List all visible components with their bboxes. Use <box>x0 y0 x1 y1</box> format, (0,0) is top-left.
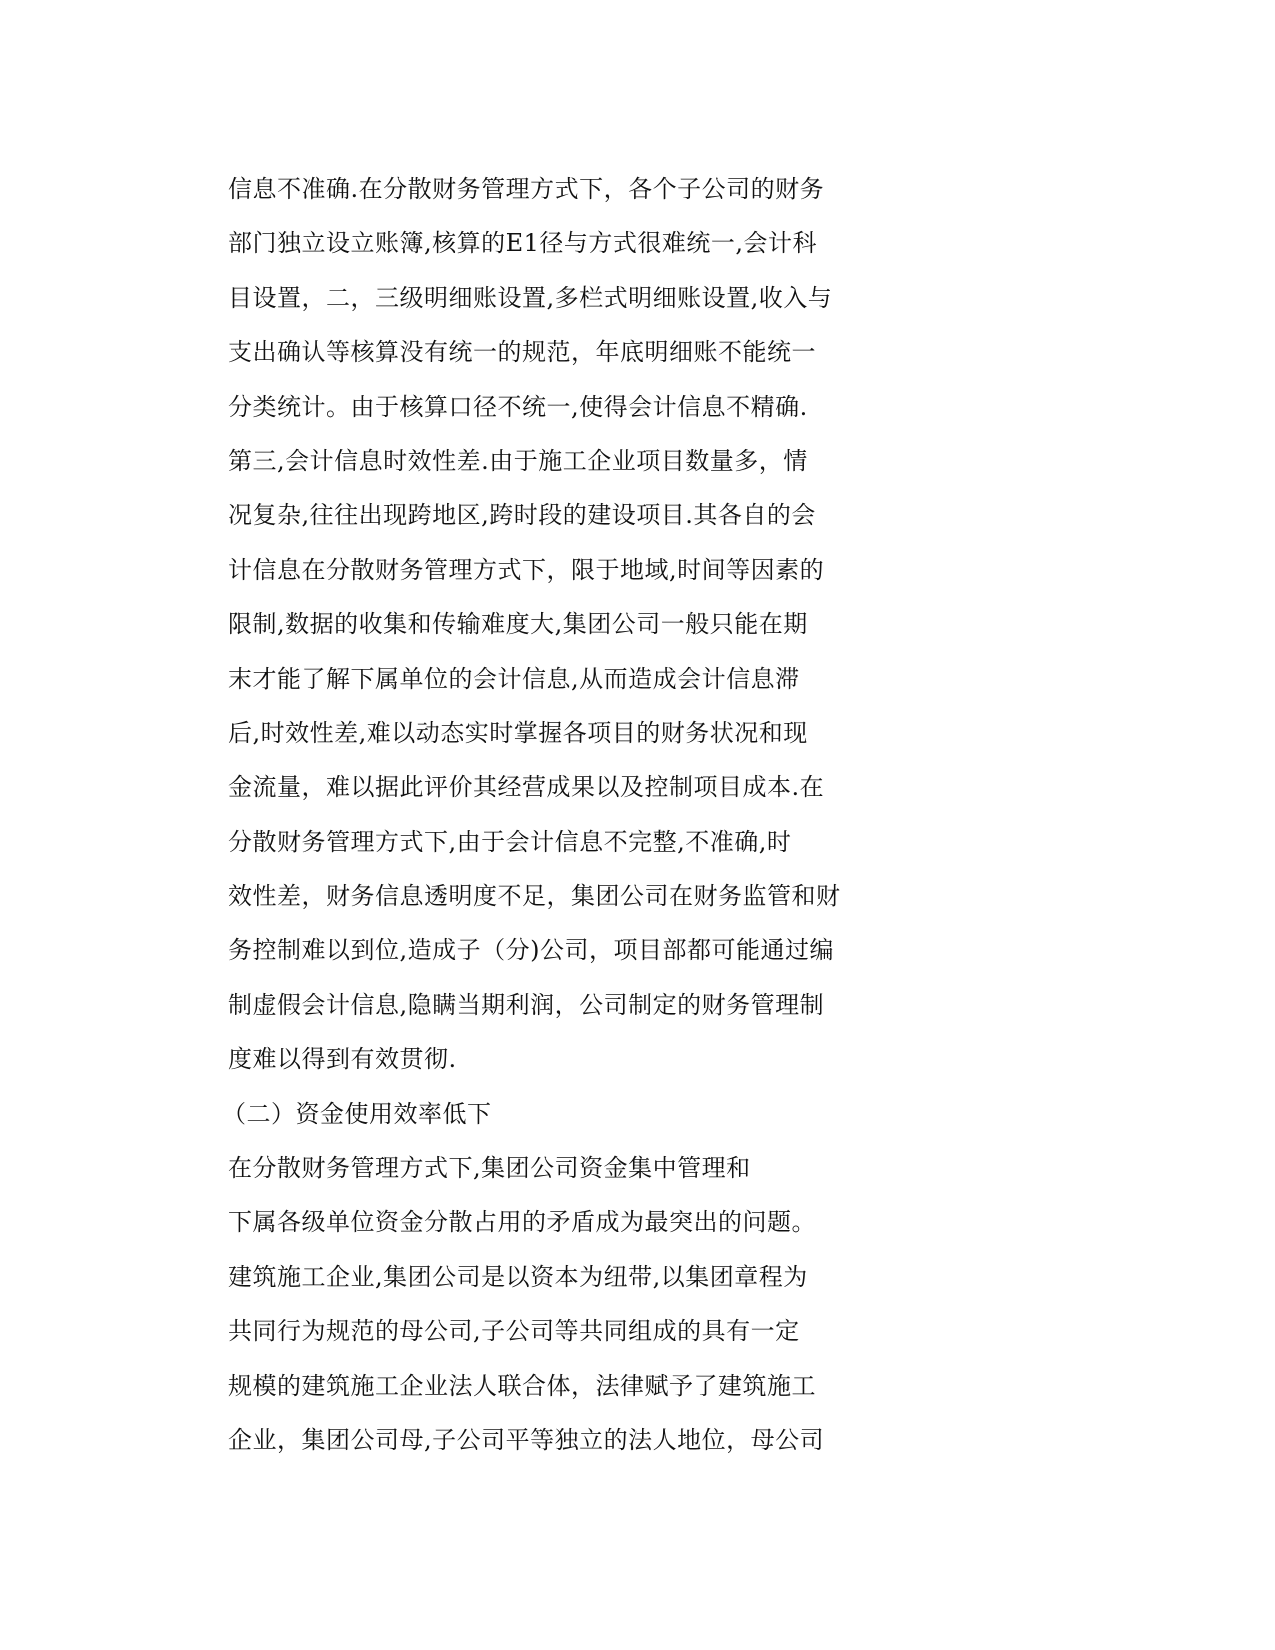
text-line-11: 后,时效性差,难以动态实时掌握各项目的财务状况和现 <box>228 718 808 747</box>
text-line-23: 规模的建筑施工企业法人联合体，法律赋予了建筑施工 <box>228 1371 816 1400</box>
text-line-12: 金流量，难以据此评价其经营成果以及控制项目成本.在 <box>228 773 825 802</box>
text-line-7: 况复杂,往往出现跨地区,跨时段的建设项目.其各自的会 <box>228 501 816 530</box>
text-line-15: 务控制难以到位,造成子（分)公司，项目部都可能通过编 <box>228 936 834 965</box>
text-line-5: 分类统计。由于核算口径不统一,使得会计信息不精确. <box>228 392 808 421</box>
text-line-21: 建筑施工企业,集团公司是以资本为纽带,以集团章程为 <box>228 1262 808 1291</box>
text-line-17: 度难以得到有效贯彻. <box>228 1045 457 1074</box>
text-line-9: 限制,数据的收集和传输难度大,集团公司一般只能在期 <box>228 610 808 639</box>
body-text <box>222 162 868 1467</box>
text-line-4: 支出确认等核算没有统一的规范，年底明细账不能统一 <box>228 338 816 367</box>
text-line-16: 制虚假会计信息,隐瞒当期利润，公司制定的财务管理制 <box>228 990 825 1019</box>
text-line-14: 效性差，财务信息透明度不足，集团公司在财务监管和财 <box>228 882 841 911</box>
text-line-20: 下属各级单位资金分散占用的矛盾成为最突出的问题。 <box>228 1208 816 1237</box>
text-line-3: 目设置，二，三级明细账设置,多栏式明细账设置,收入与 <box>228 283 833 312</box>
section-heading: （二）资金使用效率低下 <box>222 1099 492 1128</box>
text-line-13: 分散财务管理方式下,由于会计信息不完整,不准确,时 <box>228 827 792 856</box>
text-line-19: 在分散财务管理方式下,集团公司资金集中管理和 <box>228 1154 751 1183</box>
text-line-6: 第三,会计信息时效性差.由于施工企业项目数量多，情 <box>228 446 808 475</box>
text-line-24: 企业，集团公司母,子公司平等独立的法人地位，母公司 <box>228 1425 825 1454</box>
text-line-8: 计信息在分散财务管理方式下，限于地域,时间等因素的 <box>228 555 825 584</box>
text-line-10: 末才能了解下属单位的会计信息,从而造成会计信息滞 <box>228 664 800 693</box>
text-line-22: 共同行为规范的母公司,子公司等共同组成的具有一定 <box>228 1317 800 1346</box>
text-line-1: 信息不准确.在分散财务管理方式下，各个子公司的财务 <box>228 175 825 203</box>
text-line-2: 部门独立设立账簿,核算的E1径与方式很难统一,会计科 <box>228 229 818 258</box>
